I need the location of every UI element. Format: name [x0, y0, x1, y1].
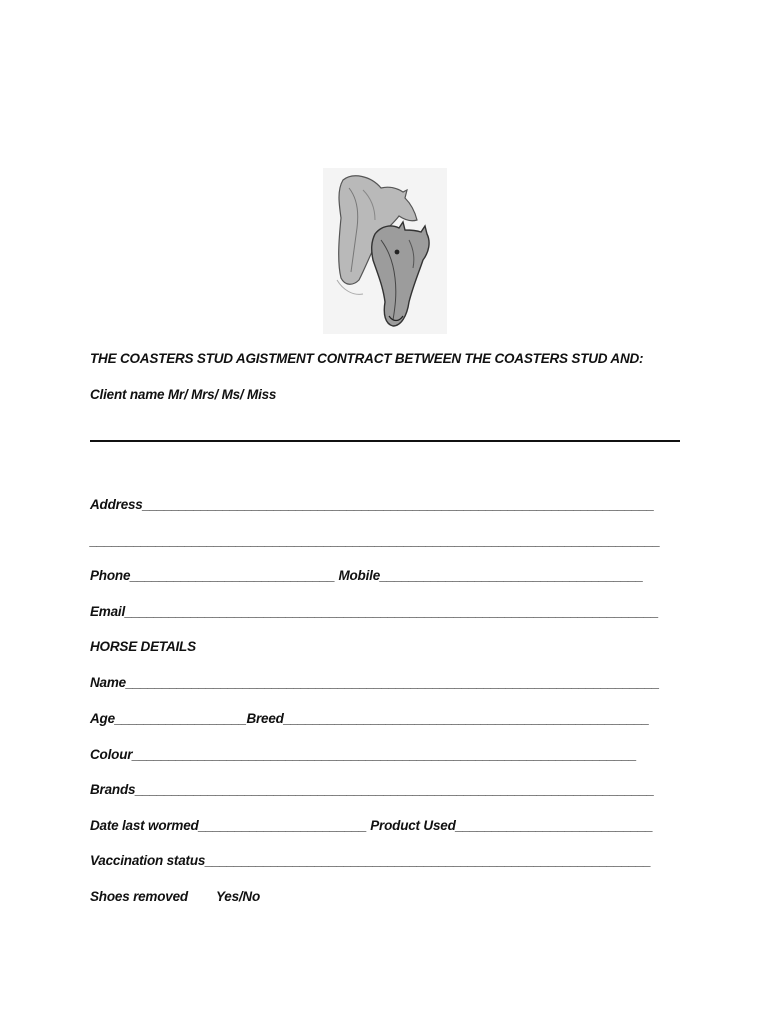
horse-name-field [90, 675, 659, 690]
email-label: Email [90, 604, 126, 619]
age-label: Age [90, 711, 115, 726]
brands-label: Brands [90, 782, 136, 797]
wormed-product-field [90, 818, 653, 833]
mobile-label: Mobile [338, 568, 381, 583]
colour-blank: _____________________________________________________________________ [132, 747, 637, 762]
breed-label: Breed [246, 711, 284, 726]
horse-details-heading: HORSE DETAILS [90, 639, 196, 654]
address-blank: ______________________________________________________________________ [142, 497, 655, 512]
shoes-label: Shoes removed [90, 889, 188, 904]
contract-heading: THE COASTERS STUD AGISTMENT CONTRACT BETWEEN THE COASTERS STUD AND: [90, 351, 644, 366]
mobile-blank: ____________________________________ [380, 568, 644, 583]
breed-blank: __________________________________________________ [283, 711, 650, 726]
brands-blank: _______________________________________________________________________ [135, 782, 655, 797]
email-blank: _________________________________________________________________________ [125, 604, 659, 619]
age-blank: __________________ [114, 711, 247, 726]
name-label: Name [90, 675, 126, 690]
phone-mobile-field [90, 568, 643, 583]
age-breed-field [90, 711, 649, 726]
colour-field [90, 747, 637, 762]
address-label: Address [90, 497, 143, 512]
shoes-options: Yes/No [215, 889, 261, 904]
shoes-removed-field [90, 889, 260, 904]
vaccination-blank: _____________________________________________________________ [205, 853, 651, 868]
date-wormed-label: Date last wormed [90, 818, 199, 833]
horse-heads-logo-icon [323, 168, 447, 334]
product-used-label: Product Used [370, 818, 456, 833]
phone-label: Phone [90, 568, 131, 583]
product-used-blank: ___________________________ [455, 818, 653, 833]
colour-label: Colour [90, 747, 133, 762]
date-wormed-blank: _______________________ [198, 818, 367, 833]
vaccination-label: Vaccination status [90, 853, 206, 868]
address-line-2: ______________________________________________________________________________ [90, 533, 661, 548]
email-field [90, 604, 659, 619]
vaccination-field [90, 853, 651, 868]
client-name-label: Client name Mr/ Mrs/ Ms/ Miss [90, 387, 277, 402]
phone-blank: ____________________________ [130, 568, 335, 583]
name-blank: _________________________________________________________________________ [125, 675, 660, 690]
brands-field [90, 782, 654, 797]
address-field [90, 497, 654, 512]
client-name-underline [90, 440, 680, 442]
